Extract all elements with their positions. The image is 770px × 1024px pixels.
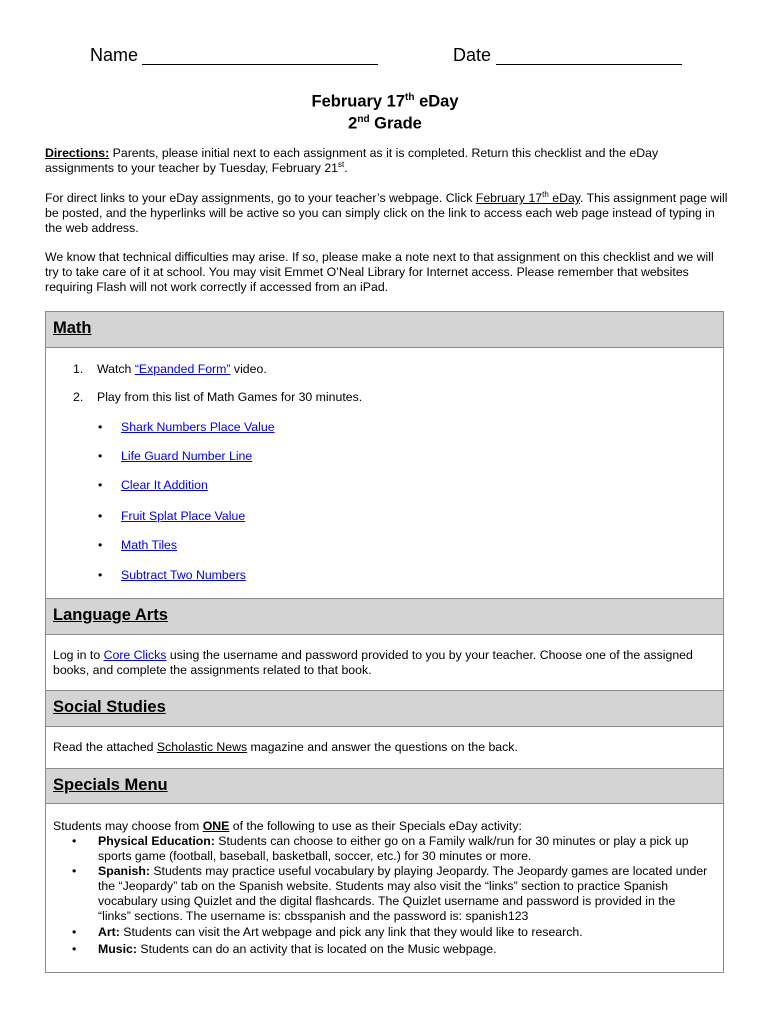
- subtract-two-numbers-link[interactable]: Subtract Two Numbers: [121, 568, 246, 582]
- clear-it-addition-link[interactable]: Clear It Addition: [121, 478, 208, 492]
- name-label: Name: [90, 45, 139, 65]
- fruit-splat-link[interactable]: Fruit Splat Place Value: [121, 509, 246, 523]
- specials-intro: Students may choose from ONE of the following to use as their Specials eDay activity:: [53, 819, 522, 833]
- math-section: 1. Watch “Expanded Form” video. 2. Play from this list of Math Games for 30 minutes. • Shark Numbers Place Value • Life Guard Number Line • Clear It Addition • Fruit Splat Place Value • Math Tiles • Subtract Two Numbers: [46, 348, 723, 599]
- name-blank-line[interactable]: [142, 64, 378, 65]
- life-guard-link[interactable]: Life Guard Number Line: [121, 449, 253, 463]
- language-arts-section: [46, 635, 723, 691]
- core-clicks-link[interactable]: Core Clicks: [103, 648, 167, 662]
- grade-title: 2nd Grade: [348, 114, 422, 133]
- shark-numbers-link[interactable]: Shark Numbers Place Value: [121, 420, 275, 434]
- directions-paragraph: Directions: Parents, please initial next to each assignment as it is completed. Return this checklist and the eDay assignments to your teacher by Tuesday, February 21st.: [45, 146, 659, 175]
- links-paragraph: For direct links to your eDay assignments, go to your teacher’s webpage. Click February 17th eDay. This assignment page will be posted, and the hyperlinks will be active so you can simply click on the link to access each web page instead of typing in the web address.: [45, 189, 728, 235]
- math-heading: Math: [46, 312, 723, 348]
- social-studies-heading: Social Studies: [46, 691, 723, 727]
- math-tiles-link[interactable]: Math Tiles: [121, 538, 178, 552]
- language-arts-heading: Language Arts: [46, 599, 723, 635]
- specials-section: Students may choose from ONE of the following to use as their Specials eDay activity: • Physical Education: Students can choose to either go on a Family walk/run for 30 minutes or play a pick up sports game (football, baseball, basketball, soccer, etc.) for 30 minutes or more. • Spanish: Students may practice useful vocabulary by playing Jeopardy. The Jeopardy games are located under the “Jeopardy” tab on the Spanish website. Students may also visit the “links” section to practice Spanish vocabulary using Quizlet and the digital flashcards. The Quizlet username and password is provided in the “links” sections. The username is: cbsspanish and the password is: spanish123 • Art: Students can visit the Art webpage and pick any link that they would like to research. • Music: Students can do an activity that is located on the Music webpage.: [46, 804, 723, 972]
- social-studies-section: [46, 727, 723, 769]
- language-arts-text: Log in to Core Clicks using the username and password provided to you by your teacher. Choose one of the assigned books, and complete the assignments related to that book.: [53, 648, 693, 677]
- name-date-row: [90, 44, 690, 70]
- scholastic-news-title: Scholastic News: [156, 740, 248, 754]
- specials-menu-heading: Specials Menu: [46, 769, 723, 804]
- february-eday-link[interactable]: February 17th eDay: [475, 189, 581, 205]
- date-label: Date: [453, 45, 492, 65]
- expanded-form-video-link[interactable]: “Expanded Form”: [134, 362, 231, 376]
- technical-difficulties-paragraph: We know that technical difficulties may arise. If so, please make a note next to that assignment on this checklist and we will try to take care of it at school. You may visit Emmet O’Neal Library for Internet access. Please remember that websites requiring Flash will not work correctly if accessed from an iPad.: [45, 250, 714, 294]
- social-studies-text: Read the attached Scholastic News magazine and answer the questions on the back.: [53, 740, 518, 754]
- date-blank-line[interactable]: [496, 64, 682, 65]
- directions-label: Directions:: [45, 146, 110, 160]
- page-title: February 17th eDay: [311, 92, 459, 111]
- assignment-table: [45, 311, 724, 973]
